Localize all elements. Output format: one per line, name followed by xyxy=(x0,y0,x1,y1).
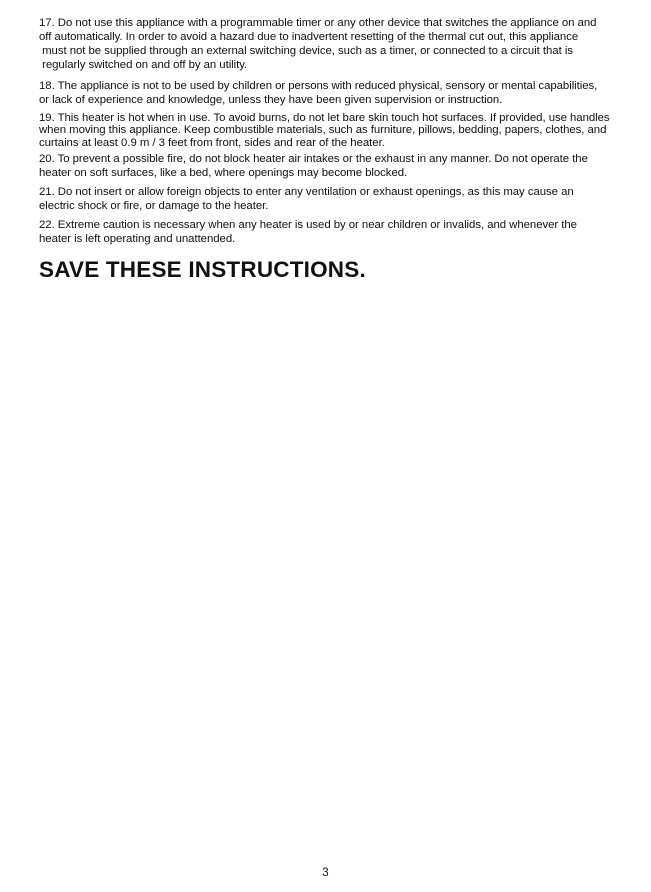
instruction-line: 19. This heater is hot when in use. To avoid burns, do not let bare skin touch hot surfaces. If provided, use handles xyxy=(39,112,610,124)
instruction-line: curtains at least 0.9 m / 3 feet from front, sides and rear of the heater. xyxy=(39,136,385,149)
instruction-line: 17. Do not use this appliance with a programmable timer or any other device that switches the appliance on and xyxy=(39,17,597,29)
instruction-item-17 xyxy=(39,16,619,72)
instruction-line: electric shock or fire, or damage to the heater. xyxy=(39,200,269,212)
instruction-line: must not be supplied through an external switching device, such as a timer, or connected to a circuit that is xyxy=(39,45,573,57)
page-number: 3 xyxy=(322,867,329,879)
instruction-line: 22. Extreme caution is necessary when any heater is used by or near children or invalids, and whenever the xyxy=(39,219,577,231)
instruction-line: off automatically. In order to avoid a hazard due to inadvertent resetting of the thermal cut out, this appliance xyxy=(39,31,579,43)
instruction-item-19 xyxy=(39,112,619,149)
instruction-line: 20. To prevent a possible fire, do not block heater air intakes or the exhaust in any manner. Do not operate the xyxy=(39,153,588,165)
instruction-line: heater is left operating and unattended. xyxy=(39,233,236,245)
instruction-item-18 xyxy=(39,79,619,107)
save-instructions-heading: SAVE THESE INSTRUCTIONS. xyxy=(39,257,366,282)
instruction-line: or lack of experience and knowledge, unless they have been given supervision or instruction. xyxy=(39,94,503,106)
instruction-line: 21. Do not insert or allow foreign objects to enter any ventilation or exhaust openings, as this may cause an xyxy=(39,186,574,198)
instruction-line: heater on soft surfaces, like a bed, where openings may become blocked. xyxy=(39,167,408,179)
instruction-item-21 xyxy=(39,185,619,213)
instruction-item-22 xyxy=(39,218,619,246)
instruction-line: when moving this appliance. Keep combustible materials, such as furniture, pillows, bedding, papers, clothes, and xyxy=(39,124,607,137)
instruction-item-20 xyxy=(39,152,619,180)
instruction-line: 18. The appliance is not to be used by children or persons with reduced physical, sensory or mental capabilities, xyxy=(39,80,598,92)
instruction-line: regularly switched on and off by an utility. xyxy=(39,59,248,71)
